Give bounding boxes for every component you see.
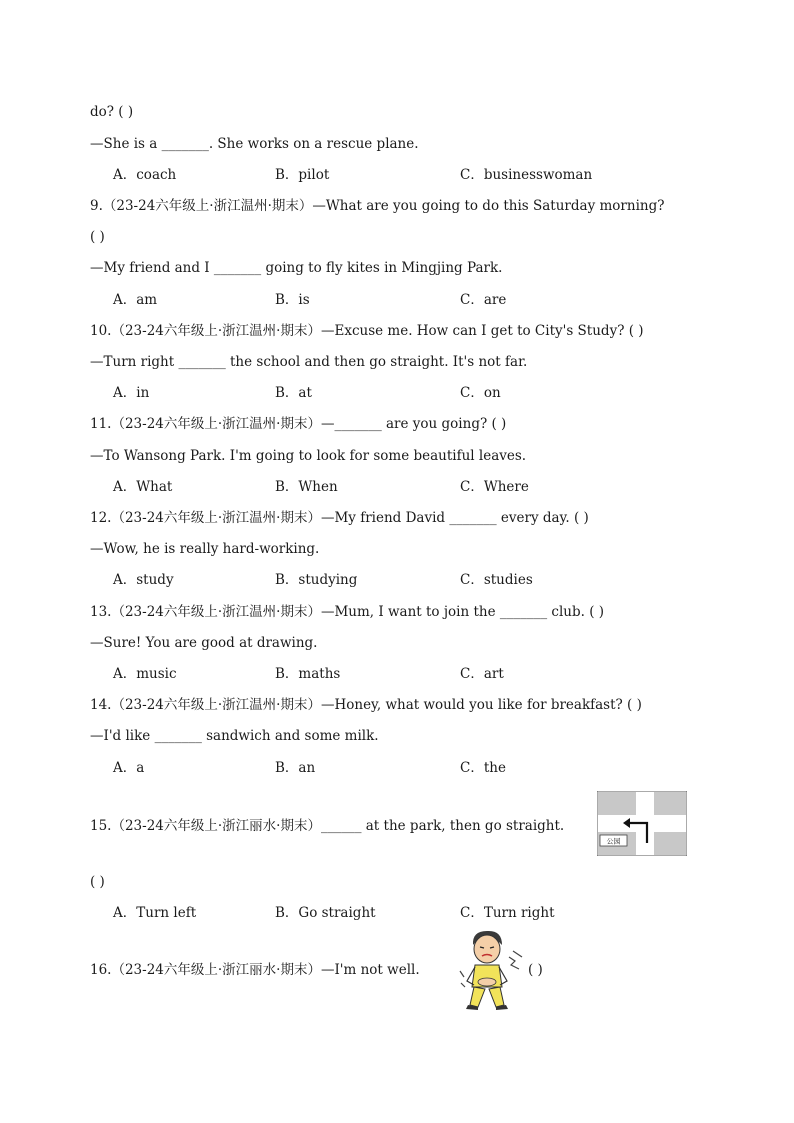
q13-option-b[interactable]: B．maths [275, 666, 341, 682]
park-sign-label: 公园 [606, 837, 621, 846]
q11-answer-line: —To Wansong Park. I'm going to look for some beautiful leaves. [90, 448, 527, 464]
q12-options [0, 571, 794, 589]
q10-options [0, 384, 794, 402]
q9-stem: 9.（23-24六年级上·浙江温州·期末）—What are you going to do this Saturday morning? [90, 198, 665, 214]
q12-stem: 12.（23-24六年级上·浙江温州·期末）—My friend David _______ every day. ( ) [90, 510, 589, 526]
q15-option-c[interactable]: C．Turn right [460, 905, 555, 921]
q15-option-a[interactable]: A．Turn left [113, 905, 197, 921]
q8-option-a[interactable]: A．coach [113, 167, 177, 183]
q13-option-c[interactable]: C．art [460, 666, 504, 682]
q10-option-b[interactable]: B．at [275, 385, 312, 401]
q10-answer-line: —Turn right _______ the school and then go straight. It's not far. [90, 354, 528, 370]
q9-paren: ( ) [90, 229, 105, 245]
map-block-top-left [598, 792, 636, 815]
q16-stem: 16.（23-24六年级上·浙江丽水·期末）—I'm not well. [90, 962, 420, 978]
q12-option-c[interactable]: C．studies [460, 572, 533, 588]
q9-option-a[interactable]: A．am [113, 292, 158, 308]
q14-option-a[interactable]: A．a [113, 760, 145, 776]
q12-answer-line: —Wow, he is really hard-working. [90, 541, 320, 557]
q11-option-c[interactable]: C．Where [460, 479, 529, 495]
q10-option-a[interactable]: A．in [113, 385, 150, 401]
shake-lines-icon [460, 971, 465, 987]
q13-stem: 13.（23-24六年级上·浙江温州·期末）—Mum, I want to join the _______ club. ( ) [90, 604, 605, 620]
q14-options [0, 759, 794, 777]
street-map-figure [597, 791, 687, 856]
q11-options [0, 478, 794, 496]
q11-option-b[interactable]: B．When [275, 479, 338, 495]
q16-paren: ( ) [528, 962, 543, 978]
q12-option-b[interactable]: B．studying [275, 572, 358, 588]
q14-option-c[interactable]: C．the [460, 760, 506, 776]
pain-line-icon [513, 951, 522, 957]
q15-option-b[interactable]: B．Go straight [275, 905, 376, 921]
boy-right-leg [489, 987, 504, 1007]
q12-option-a[interactable]: A．study [113, 572, 174, 588]
q10-stem: 10.（23-24六年级上·浙江温州·期末）—Excuse me. How can I get to City's Study? ( ) [90, 323, 644, 339]
q11-stem: 11.（23-24六年级上·浙江温州·期末）—_______ are you going? ( ) [90, 416, 507, 432]
q8-answer-line: —She is a _______. She works on a rescue plane. [90, 136, 419, 152]
map-block-bottom-right [654, 832, 686, 855]
q9-answer-line: —My friend and I _______ going to fly kites in Mingjing Park. [90, 260, 503, 276]
q9-option-c[interactable]: C．are [460, 292, 507, 308]
pain-lines-icon [509, 957, 519, 969]
q14-option-b[interactable]: B．an [275, 760, 316, 776]
q15-options [0, 904, 794, 922]
boy-left-leg [470, 987, 485, 1007]
boy-face [474, 935, 500, 963]
q11-option-a[interactable]: A．What [113, 479, 173, 495]
q8-option-b[interactable]: B．pilot [275, 167, 330, 183]
q14-stem: 14.（23-24六年级上·浙江温州·期末）—Honey, what would you like for breakfast? ( ) [90, 697, 642, 713]
q14-answer-line: —I'd like _______ sandwich and some milk. [90, 728, 379, 744]
q13-answer-line: —Sure! You are good at drawing. [90, 635, 318, 651]
q15-paren: ( ) [90, 874, 105, 890]
q8-options [0, 166, 794, 184]
q13-options [0, 665, 794, 683]
q8-option-c[interactable]: C．businesswoman [460, 167, 593, 183]
boy-hands [478, 978, 496, 986]
q15-stem: 15.（23-24六年级上·浙江丽水·期末）______ at the park, then go straight. [90, 818, 565, 834]
q9-option-b[interactable]: B．is [275, 292, 310, 308]
q13-option-a[interactable]: A．music [113, 666, 177, 682]
q10-option-c[interactable]: C．on [460, 385, 501, 401]
q9-options [0, 291, 794, 309]
map-block-top-right [654, 792, 686, 815]
sick-boy-illustration [456, 927, 526, 1011]
q8-stem-tail: do? ( ) [90, 104, 134, 120]
